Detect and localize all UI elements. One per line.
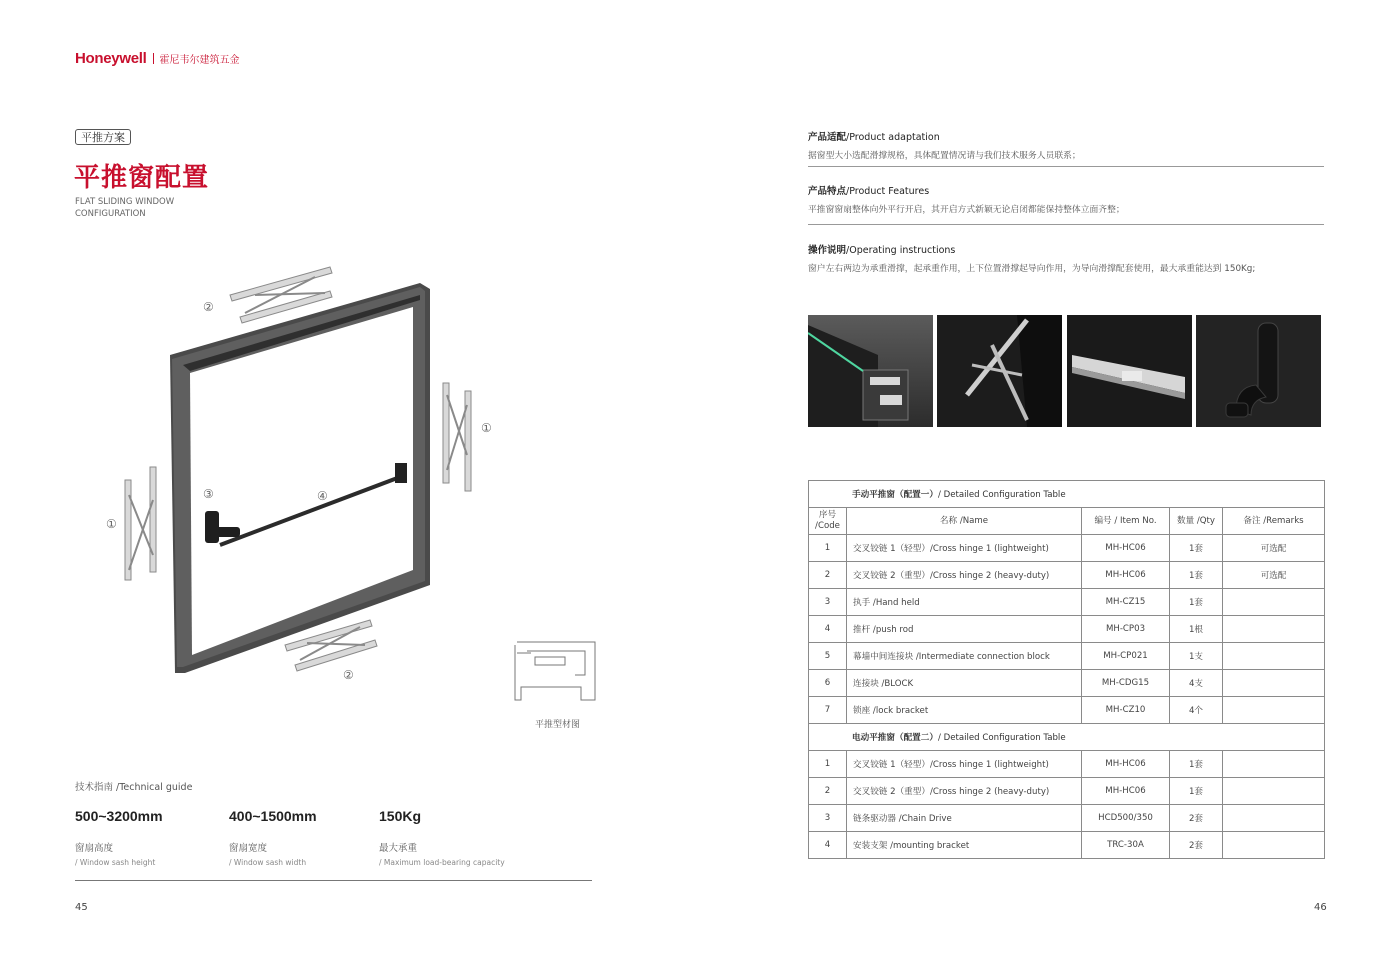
cell-item: MH-HC06 bbox=[1082, 751, 1170, 778]
cell-item: MH-CZ15 bbox=[1082, 589, 1170, 616]
marker-3: ③ bbox=[203, 487, 214, 501]
features-text: 平推窗窗扇整体向外平行开启，其开启方式新颖无论启闭都能保持整体立面齐整； bbox=[808, 205, 1125, 215]
cross-hinge-left-icon bbox=[125, 467, 156, 580]
section-title bbox=[809, 724, 1325, 751]
cell-qty: 1套 bbox=[1170, 535, 1223, 562]
table-row bbox=[809, 697, 1325, 724]
profile-caption: 平推型材图 bbox=[535, 720, 581, 730]
cell-name: 锁座 /lock bracket bbox=[847, 697, 1082, 724]
profile-section-drawing bbox=[515, 642, 595, 700]
cell-item: MH-HC06 bbox=[1082, 535, 1170, 562]
adaptation-title bbox=[808, 129, 940, 143]
photo-chain-drive bbox=[1067, 315, 1192, 427]
section-header-manual bbox=[809, 481, 1325, 508]
divider bbox=[808, 166, 1324, 167]
honeywell-logo: Honeywell bbox=[75, 50, 147, 67]
operating-text: 窗户左右两边为承重滑撑，起承重作用，上下位置滑撑起导向作用，为导向滑撑配套使用，最大承重能达到 150Kg; bbox=[808, 264, 1256, 274]
spec-height bbox=[75, 808, 163, 867]
guide-divider bbox=[75, 880, 592, 881]
cell-remarks bbox=[1223, 697, 1325, 724]
cell-name: 幕墙中间连接块 /Intermediate connection block bbox=[847, 643, 1082, 670]
photo-profile bbox=[808, 315, 933, 427]
cell-qty: 1套 bbox=[1170, 751, 1223, 778]
cell-item: MH-HC06 bbox=[1082, 778, 1170, 805]
cell-item: MH-CP03 bbox=[1082, 616, 1170, 643]
subtitle-line-1: FLAT SLIDING WINDOW bbox=[75, 197, 175, 207]
header-item: 编号 / Item No. bbox=[1082, 508, 1170, 535]
cell-item: HCD500/350 bbox=[1082, 805, 1170, 832]
subtitle-line-2: CONFIGURATION bbox=[75, 209, 146, 219]
cell-name: 推杆 /push rod bbox=[847, 616, 1082, 643]
table-row bbox=[809, 535, 1325, 562]
features-title-cn: 产品特点 bbox=[808, 186, 847, 197]
cell-qty: 2套 bbox=[1170, 832, 1223, 859]
marker-1-right: ① bbox=[481, 421, 492, 435]
header-remarks: 备注 /Remarks bbox=[1223, 508, 1325, 535]
operating-title bbox=[808, 242, 955, 256]
table-row bbox=[809, 589, 1325, 616]
cell-qty: 2套 bbox=[1170, 805, 1223, 832]
section-title-cn: 手动平推窗（配置一） bbox=[852, 490, 938, 500]
spec-height-label-cn: 窗扇高度 bbox=[75, 843, 114, 854]
header-code-en: /Code bbox=[815, 521, 840, 531]
cell-code: 7 bbox=[809, 697, 847, 724]
window-exploded-diagram bbox=[95, 255, 615, 725]
brand-divider bbox=[153, 53, 154, 64]
cell-qty: 1支 bbox=[1170, 643, 1223, 670]
cell-remarks bbox=[1223, 670, 1325, 697]
marker-4: ④ bbox=[317, 489, 328, 503]
cell-item: MH-CDG15 bbox=[1082, 670, 1170, 697]
cell-code: 3 bbox=[809, 805, 847, 832]
cell-name: 安装支架 /mounting bracket bbox=[847, 832, 1082, 859]
spec-width-label-en: / Window sash width bbox=[229, 858, 307, 867]
marker-1-left: ① bbox=[106, 517, 117, 531]
table-row bbox=[809, 832, 1325, 859]
cell-remarks bbox=[1223, 616, 1325, 643]
cell-name: 执手 /Hand held bbox=[847, 589, 1082, 616]
spec-load-value: 150Kg bbox=[379, 808, 422, 824]
table-row bbox=[809, 643, 1325, 670]
section-tag: 平推方案 bbox=[75, 129, 131, 145]
cell-qty: 1套 bbox=[1170, 589, 1223, 616]
table-row bbox=[809, 562, 1325, 589]
brand-subtitle: 霍尼韦尔建筑五金 bbox=[159, 55, 240, 66]
header-qty: 数量 /Qty bbox=[1170, 508, 1223, 535]
spec-load-label-en: / Maximum load-bearing capacity bbox=[379, 858, 505, 867]
cell-item: MH-CZ10 bbox=[1082, 697, 1170, 724]
photo-cross-hinge bbox=[937, 315, 1062, 427]
cell-code: 1 bbox=[809, 751, 847, 778]
window-frame bbox=[170, 283, 430, 673]
features-title bbox=[808, 183, 929, 197]
cell-code: 2 bbox=[809, 778, 847, 805]
cell-item: MH-CP021 bbox=[1082, 643, 1170, 670]
page-number-right: 46 bbox=[1314, 902, 1327, 913]
cell-code: 3 bbox=[809, 589, 847, 616]
table-row bbox=[809, 778, 1325, 805]
table-row bbox=[809, 751, 1325, 778]
cell-code: 1 bbox=[809, 535, 847, 562]
spec-height-label-en: / Window sash height bbox=[75, 858, 156, 867]
photo-handle bbox=[1196, 315, 1321, 427]
cell-remarks: 可选配 bbox=[1223, 562, 1325, 589]
adaptation-title-en: /Product adaptation bbox=[846, 132, 940, 143]
cell-code: 5 bbox=[809, 643, 847, 670]
cell-name: 连接块 /BLOCK bbox=[847, 670, 1082, 697]
cell-name: 交叉铰链 2（重型）/Cross hinge 2 (heavy-duty) bbox=[847, 778, 1082, 805]
cell-remarks bbox=[1223, 589, 1325, 616]
cell-item: TRC-30A bbox=[1082, 832, 1170, 859]
spec-load-label-cn: 最大承重 bbox=[379, 843, 418, 854]
technical-guide-label: 技术指南 /Technical guide bbox=[75, 782, 193, 793]
operating-title-en: /Operating instructions bbox=[846, 245, 956, 256]
cell-name: 链条驱动器 /Chain Drive bbox=[847, 805, 1082, 832]
page-subtitle-en bbox=[75, 196, 235, 220]
spec-width-label-cn: 窗扇宽度 bbox=[229, 843, 268, 854]
table-row bbox=[809, 805, 1325, 832]
section-title-cn: 电动平推窗（配置二） bbox=[852, 733, 938, 743]
cell-code: 2 bbox=[809, 562, 847, 589]
configuration-table bbox=[808, 480, 1325, 859]
cell-qty: 1套 bbox=[1170, 562, 1223, 589]
features-title-en: /Product Features bbox=[846, 186, 930, 197]
cell-name: 交叉铰链 1（轻型）/Cross hinge 1 (lightweight) bbox=[847, 535, 1082, 562]
cell-item: MH-HC06 bbox=[1082, 562, 1170, 589]
cell-code: 6 bbox=[809, 670, 847, 697]
page-title: 平推窗配置 bbox=[74, 163, 210, 193]
cell-name: 交叉铰链 2（重型）/Cross hinge 2 (heavy-duty) bbox=[847, 562, 1082, 589]
page-number-left: 45 bbox=[75, 902, 88, 913]
table-row bbox=[809, 616, 1325, 643]
marker-2-top: ② bbox=[203, 300, 214, 314]
divider bbox=[808, 224, 1324, 225]
marker-2-bottom: ② bbox=[343, 668, 354, 682]
adaptation-text: 据窗型大小选配滑撑规格，具体配置情况请与我们技术服务人员联系； bbox=[808, 151, 1081, 161]
cell-remarks bbox=[1223, 778, 1325, 805]
cell-remarks bbox=[1223, 643, 1325, 670]
section-header-electric bbox=[809, 724, 1325, 751]
cell-remarks: 可选配 bbox=[1223, 535, 1325, 562]
cell-name: 交叉铰链 1（轻型）/Cross hinge 1 (lightweight) bbox=[847, 751, 1082, 778]
cell-qty: 4个 bbox=[1170, 697, 1223, 724]
header-code-cn: 序号 bbox=[818, 510, 837, 520]
cell-remarks bbox=[1223, 805, 1325, 832]
cross-hinge-right-icon bbox=[443, 383, 471, 491]
operating-title-cn: 操作说明 bbox=[808, 245, 847, 256]
cell-qty: 1根 bbox=[1170, 616, 1223, 643]
cell-remarks bbox=[1223, 832, 1325, 859]
header-name: 名称 /Name bbox=[847, 508, 1082, 535]
spec-load bbox=[379, 808, 505, 867]
spec-width-value: 400~1500mm bbox=[229, 808, 317, 824]
cell-code: 4 bbox=[809, 616, 847, 643]
cell-qty: 4支 bbox=[1170, 670, 1223, 697]
table-row bbox=[809, 670, 1325, 697]
section-title bbox=[809, 481, 1325, 508]
section-title-en: / Detailed Configuration Table bbox=[937, 733, 1066, 743]
spec-width bbox=[229, 808, 317, 867]
table-header-row bbox=[809, 508, 1325, 535]
section-title-en: / Detailed Configuration Table bbox=[937, 490, 1066, 500]
header-code bbox=[809, 508, 847, 535]
cell-code: 4 bbox=[809, 832, 847, 859]
cell-remarks bbox=[1223, 751, 1325, 778]
adaptation-title-cn: 产品适配 bbox=[808, 132, 847, 143]
spec-height-value: 500~3200mm bbox=[75, 808, 163, 824]
brand-header bbox=[75, 50, 240, 67]
cell-qty: 1套 bbox=[1170, 778, 1223, 805]
